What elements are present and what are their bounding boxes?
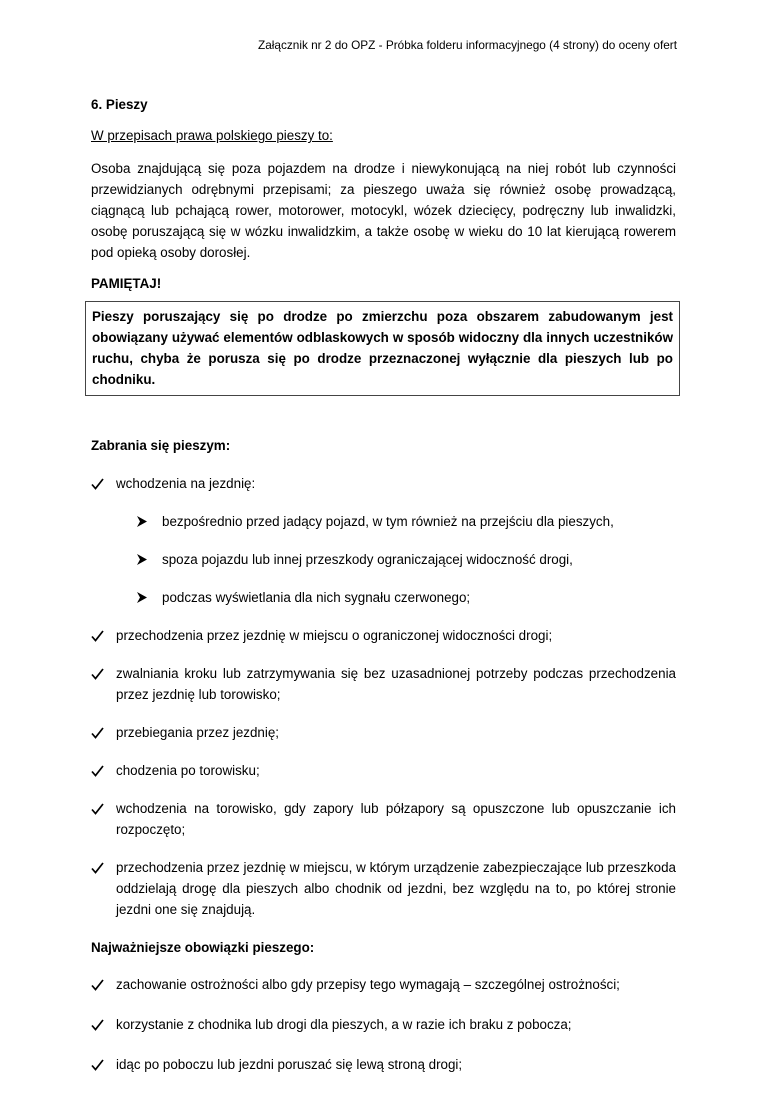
list-item-text: chodzenia po torowisku; — [116, 763, 260, 778]
checkmark-icon — [91, 625, 105, 646]
list-item — [91, 473, 676, 608]
list-item — [91, 625, 676, 646]
arrow-bullet-icon — [137, 511, 151, 532]
list-item — [91, 722, 676, 743]
list-item — [91, 1014, 676, 1035]
sub-list-item-text: spoza pojazdu lub innej przeszkody ograniczającej widoczność drogi, — [162, 552, 573, 567]
list-item — [91, 760, 676, 781]
checkmark-icon — [91, 798, 105, 819]
arrow-bullet-icon — [137, 587, 151, 608]
arrow-bullet-icon — [137, 549, 151, 570]
forbidden-list — [91, 473, 676, 920]
definition-paragraph: Osoba znajdującą się poza pojazdem na drodze i niewykonującą na niej robót lub czynności przewidzianych odrębnymi przepisami; za pieszego uważa się również osobę prowadzącą, ciągnącą lub pchającą rower, motorower, motocykl, wózek dziecięcy, podręczny lub inwalidzki, osobę poruszającą się w wózku inwalidzkim, a także osobę w wieku do 10 lat kierującą rowerem pod opieką osoby dorosłej. — [91, 161, 676, 260]
forbidden-heading: Zabrania się pieszym: — [91, 438, 231, 453]
checkmark-icon — [91, 857, 105, 878]
list-item-text: korzystanie z chodnika lub drogi dla pieszych, a w razie ich braku z pobocza; — [116, 1017, 572, 1032]
list-item — [91, 974, 676, 995]
list-item-text: idąc po poboczu lub jezdni poruszać się lewą stroną drogi; — [116, 1057, 463, 1072]
remember-label: PAMIĘTAJ! — [91, 276, 162, 291]
notice-box: Pieszy poruszający się po drodze po zmierzchu poza obszarem zabudowanym jest obowiązany używać elementów odblaskowych w sposób widoczny dla innych uczestników ruchu, chyba że porusza się po drodze przeznaczonej wyłącznie dla pieszych lub po chodniku. — [85, 301, 680, 396]
duties-heading: Najważniejsze obowiązki pieszego: — [91, 940, 315, 955]
checkmark-icon — [91, 1014, 105, 1035]
checkmark-icon — [91, 722, 105, 743]
checkmark-icon — [91, 663, 105, 684]
sub-list-item-text: bezpośrednio przed jadący pojazd, w tym również na przejściu dla pieszych, — [162, 514, 614, 529]
page-header: Załącznik nr 2 do OPZ - Próbka folderu informacyjnego (4 strony) do oceny ofert — [258, 38, 677, 52]
list-item-text: wchodzenia na torowisko, gdy zapory lub półzapory są opuszczone lub opuszczanie ich rozpoczęto; — [116, 801, 676, 837]
list-item — [91, 798, 676, 840]
list-item-text: przechodzenia przez jezdnię w miejscu, w którym urządzenie zabezpieczające lub przeszkoda oddzielają drogę dla pieszych albo chodnik od jezdni, bez względu na to, po której stronie jezdni one się znajdują. — [116, 860, 676, 917]
list-item-text: przechodzenia przez jezdnię w miejscu o ograniczonej widoczności drogi; — [116, 628, 553, 643]
list-item-text: zwalniania kroku lub zatrzymywania się bez uzasadnionej potrzeby podczas przechodzenia przez jezdnię lub torowisko; — [116, 666, 676, 702]
list-item — [91, 1054, 676, 1075]
list-item-text: wchodzenia na jezdnię: — [116, 476, 256, 491]
sub-list-item — [137, 549, 676, 570]
duties-list — [91, 974, 676, 1075]
list-item-text: zachowanie ostrożności albo gdy przepisy tego wymagają – szczególnej ostrożności; — [116, 977, 620, 992]
checkmark-icon — [91, 473, 105, 494]
list-item — [91, 857, 676, 920]
sub-list-item — [137, 587, 676, 608]
checkmark-icon — [91, 1054, 105, 1075]
document-body — [91, 97, 676, 1094]
list-item — [91, 663, 676, 705]
checkmark-icon — [91, 760, 105, 781]
list-item-text: przebiegania przez jezdnię; — [116, 725, 280, 740]
checkmark-icon — [91, 974, 105, 995]
definition-heading: W przepisach prawa polskiego pieszy to: — [91, 128, 333, 143]
sub-list-item-text: podczas wyświetlania dla nich sygnału czerwonego; — [162, 590, 471, 605]
section-heading: 6. Pieszy — [91, 97, 148, 112]
sub-list-item — [137, 511, 676, 532]
sub-list — [116, 511, 676, 608]
